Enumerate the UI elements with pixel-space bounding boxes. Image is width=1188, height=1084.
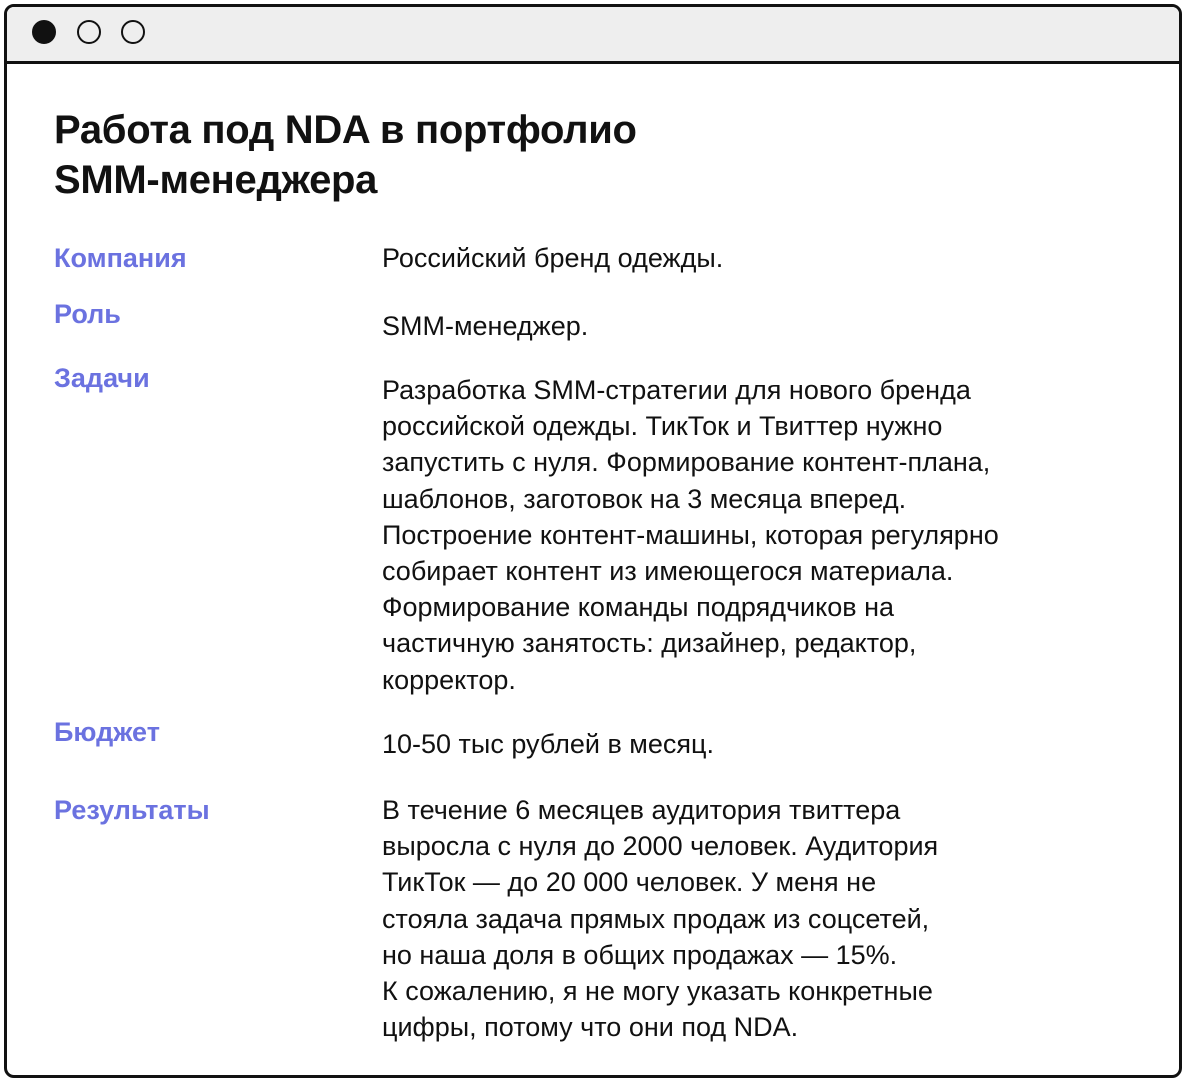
budget-label: Бюджет — [54, 717, 160, 747]
browser-window — [4, 4, 1182, 1078]
tasks-value: Разработка SMM-стратегии для нового бренда российской одежды. ТикТок и Твиттер нужно запустить с нуля. Формирование контент-плана, шаблонов, заготовок на 3 месяца вперед. Построение контент-машины, которая регулярно собирает контент из имеющегося материала. Формирование команды подрядчиков на частичную занятость: дизайнер, редактор, корректор. — [382, 375, 999, 695]
tasks-label: Задачи — [54, 363, 150, 393]
minimize-dot-icon[interactable] — [77, 20, 101, 44]
window-titlebar — [7, 7, 1179, 64]
company-value: Российский бренд одежды. — [382, 243, 724, 273]
maximize-dot-icon[interactable] — [121, 20, 145, 44]
page-title: Работа под NDA в портфолио SMM-менеджера — [54, 108, 637, 202]
company-label: Компания — [54, 243, 187, 273]
role-label: Роль — [54, 299, 121, 329]
budget-value: 10-50 тыс рублей в месяц. — [382, 729, 714, 759]
results-value: В течение 6 месяцев аудитория твиттера выросла с нуля до 2000 человек. Аудитория ТикТок — до 20 000 человек. У меня не стояла задача прямых продаж из соцсетей, но наша доля в общих продажах — 15%. К сожалению, я не могу указать конкретные цифры, потому что они под NDA. — [382, 795, 939, 1043]
results-label: Результаты — [54, 795, 210, 825]
role-value: SMM-менеджер. — [382, 311, 589, 341]
close-dot-icon[interactable] — [32, 20, 56, 44]
